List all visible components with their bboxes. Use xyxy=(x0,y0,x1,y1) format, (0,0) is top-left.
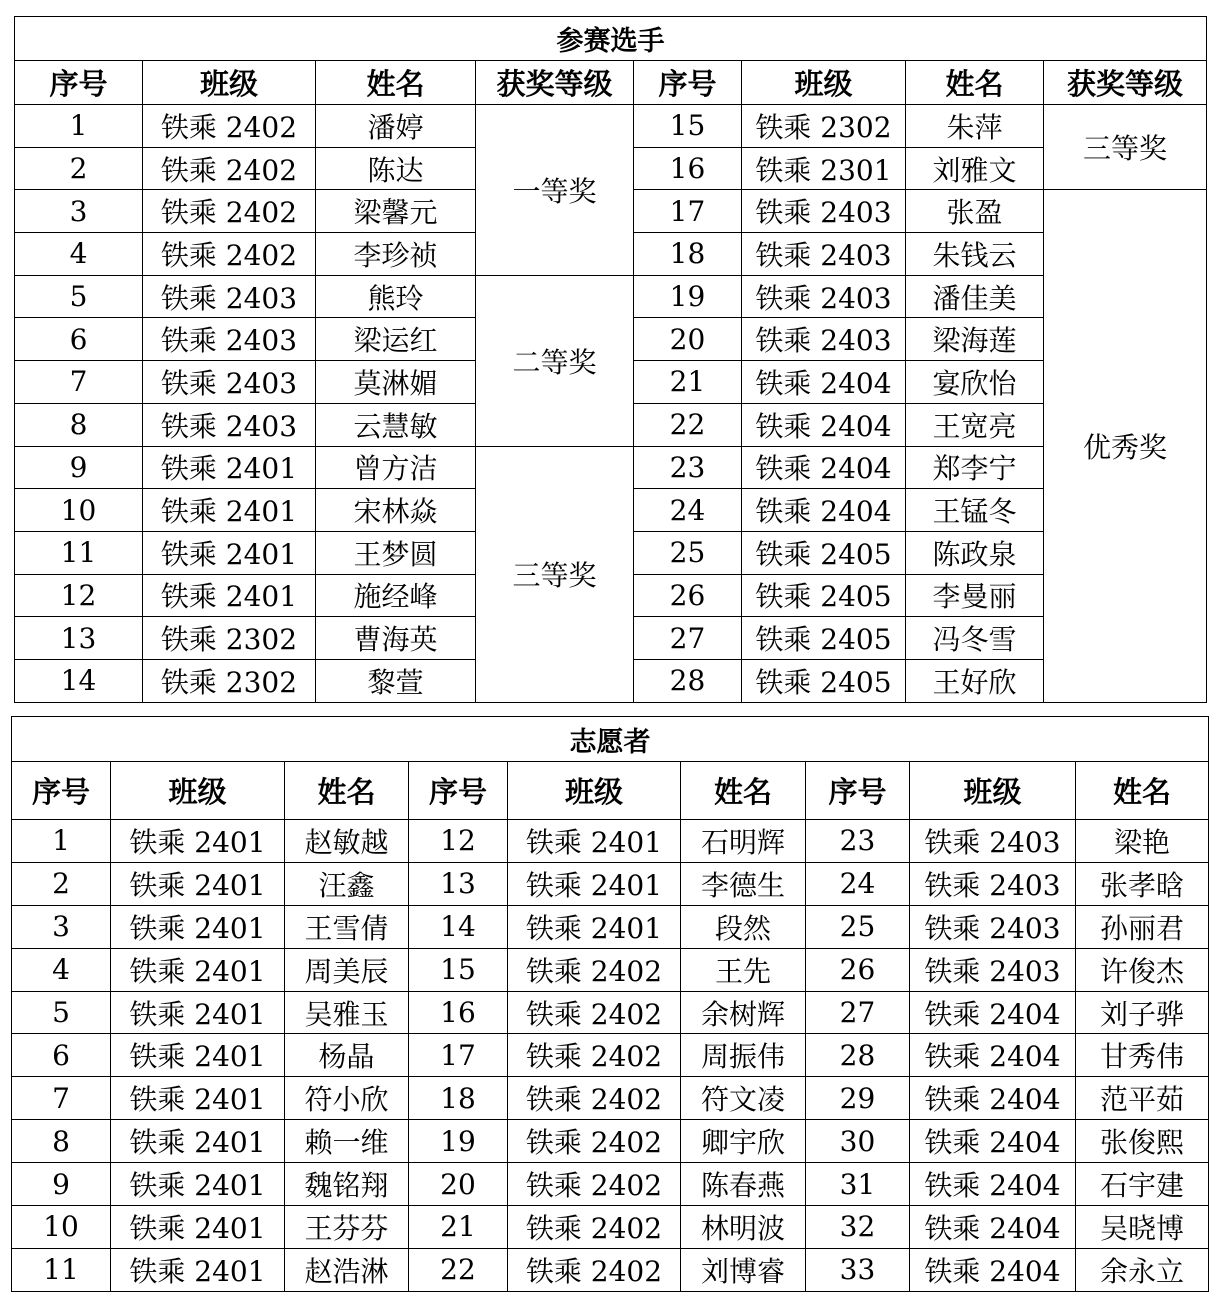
header-name: 姓名 xyxy=(285,762,409,820)
row-class: 铁乘 2401 xyxy=(111,1163,285,1206)
row-class: 铁乘 2401 xyxy=(508,862,681,905)
row-class: 铁乘 2401 xyxy=(111,905,285,948)
row-no: 18 xyxy=(409,1077,508,1120)
row-name: 刘博睿 xyxy=(681,1248,806,1291)
row-no: 29 xyxy=(806,1077,910,1120)
row-no: 33 xyxy=(806,1248,910,1291)
table-row xyxy=(15,446,1207,489)
contestants-header-row xyxy=(15,61,1207,105)
row-class: 铁乘 2404 xyxy=(910,1163,1076,1206)
table-row xyxy=(12,862,1209,905)
row-name: 施经峰 xyxy=(316,574,476,617)
row-name: 梁馨元 xyxy=(316,190,476,233)
award-first: 一等奖 xyxy=(476,105,634,276)
table-row xyxy=(12,1077,1209,1120)
row-class: 铁乘 2402 xyxy=(508,1120,681,1163)
row-name: 张盈 xyxy=(906,190,1044,233)
row-name: 吴晓博 xyxy=(1076,1206,1209,1249)
row-class: 铁乘 2405 xyxy=(742,617,906,660)
row-class: 铁乘 2404 xyxy=(910,1206,1076,1249)
row-class: 铁乘 2402 xyxy=(143,190,316,233)
row-name: 宴欣怡 xyxy=(906,361,1044,404)
row-no: 12 xyxy=(15,574,143,617)
row-class: 铁乘 2402 xyxy=(508,1248,681,1291)
row-no: 27 xyxy=(634,617,742,660)
row-class: 铁乘 2401 xyxy=(143,574,316,617)
row-name: 曾方洁 xyxy=(316,446,476,489)
row-name: 朱钱云 xyxy=(906,233,1044,276)
row-no: 6 xyxy=(15,318,143,361)
row-name: 符小欣 xyxy=(285,1077,409,1120)
row-name: 潘婷 xyxy=(316,105,476,148)
row-class: 铁乘 2401 xyxy=(111,1034,285,1077)
row-name: 郑李宁 xyxy=(906,446,1044,489)
row-class: 铁乘 2401 xyxy=(111,948,285,991)
row-class: 铁乘 2404 xyxy=(742,361,906,404)
row-name: 黎萱 xyxy=(316,659,476,702)
row-class: 铁乘 2401 xyxy=(508,820,681,863)
row-name: 石宇建 xyxy=(1076,1163,1209,1206)
row-name: 汪鑫 xyxy=(285,862,409,905)
row-class: 铁乘 2403 xyxy=(910,948,1076,991)
row-name: 陈春燕 xyxy=(681,1163,806,1206)
row-name: 张俊熙 xyxy=(1076,1120,1209,1163)
row-no: 22 xyxy=(409,1248,508,1291)
row-class: 铁乘 2401 xyxy=(111,1077,285,1120)
row-no: 18 xyxy=(634,233,742,276)
row-class: 铁乘 2301 xyxy=(742,147,906,190)
row-class: 铁乘 2403 xyxy=(143,361,316,404)
header-class: 班级 xyxy=(143,61,316,105)
row-class: 铁乘 2404 xyxy=(910,991,1076,1034)
row-name: 熊玲 xyxy=(316,275,476,318)
row-class: 铁乘 2402 xyxy=(143,233,316,276)
row-no: 26 xyxy=(806,948,910,991)
table-row xyxy=(12,1248,1209,1291)
row-class: 铁乘 2404 xyxy=(742,446,906,489)
row-no: 21 xyxy=(409,1206,508,1249)
row-class: 铁乘 2402 xyxy=(143,105,316,148)
row-class: 铁乘 2403 xyxy=(910,862,1076,905)
table-row xyxy=(15,275,1207,318)
row-class: 铁乘 2402 xyxy=(508,1206,681,1249)
volunteers-header-row xyxy=(12,762,1209,820)
row-name: 梁运红 xyxy=(316,318,476,361)
row-no: 20 xyxy=(409,1163,508,1206)
row-no: 19 xyxy=(634,275,742,318)
row-class: 铁乘 2403 xyxy=(143,275,316,318)
table-row xyxy=(12,1163,1209,1206)
row-class: 铁乘 2302 xyxy=(742,105,906,148)
row-class: 铁乘 2404 xyxy=(742,489,906,532)
row-class: 铁乘 2404 xyxy=(910,1120,1076,1163)
header-name: 姓名 xyxy=(681,762,806,820)
row-name: 陈政泉 xyxy=(906,531,1044,574)
row-class: 铁乘 2404 xyxy=(910,1077,1076,1120)
row-class: 铁乘 2403 xyxy=(910,905,1076,948)
header-class: 班级 xyxy=(742,61,906,105)
table-row xyxy=(12,905,1209,948)
row-no: 6 xyxy=(12,1034,111,1077)
table-row xyxy=(12,991,1209,1034)
row-no: 16 xyxy=(634,147,742,190)
header-no: 序号 xyxy=(409,762,508,820)
row-name: 许俊杰 xyxy=(1076,948,1209,991)
row-name: 周振伟 xyxy=(681,1034,806,1077)
row-name: 潘佳美 xyxy=(906,275,1044,318)
row-name: 范平茹 xyxy=(1076,1077,1209,1120)
row-class: 铁乘 2401 xyxy=(143,531,316,574)
header-name: 姓名 xyxy=(1076,762,1209,820)
row-class: 铁乘 2402 xyxy=(508,948,681,991)
header-name: 姓名 xyxy=(906,61,1044,105)
row-no: 24 xyxy=(806,862,910,905)
row-no: 27 xyxy=(806,991,910,1034)
row-name: 刘雅文 xyxy=(906,147,1044,190)
header-class: 班级 xyxy=(111,762,285,820)
row-no: 30 xyxy=(806,1120,910,1163)
row-name: 李珍祯 xyxy=(316,233,476,276)
row-class: 铁乘 2401 xyxy=(508,905,681,948)
row-name: 梁海莲 xyxy=(906,318,1044,361)
award-third: 三等奖 xyxy=(476,446,634,702)
header-no: 序号 xyxy=(15,61,143,105)
row-no: 19 xyxy=(409,1120,508,1163)
row-name: 石明辉 xyxy=(681,820,806,863)
table-row xyxy=(12,1206,1209,1249)
row-name: 吴雅玉 xyxy=(285,991,409,1034)
row-class: 铁乘 2401 xyxy=(111,1206,285,1249)
row-name: 符文凌 xyxy=(681,1077,806,1120)
row-name: 王芬芬 xyxy=(285,1206,409,1249)
header-no: 序号 xyxy=(806,762,910,820)
row-class: 铁乘 2401 xyxy=(111,1120,285,1163)
row-class: 铁乘 2405 xyxy=(742,574,906,617)
row-no: 20 xyxy=(634,318,742,361)
row-no: 14 xyxy=(15,659,143,702)
row-class: 铁乘 2404 xyxy=(742,403,906,446)
row-no: 24 xyxy=(634,489,742,532)
row-no: 2 xyxy=(15,147,143,190)
row-name: 甘秀伟 xyxy=(1076,1034,1209,1077)
row-name: 杨晶 xyxy=(285,1034,409,1077)
row-no: 25 xyxy=(634,531,742,574)
row-no: 1 xyxy=(12,820,111,863)
row-name: 段然 xyxy=(681,905,806,948)
row-name: 宋林焱 xyxy=(316,489,476,532)
row-name: 余树辉 xyxy=(681,991,806,1034)
row-no: 17 xyxy=(409,1034,508,1077)
row-class: 铁乘 2404 xyxy=(910,1034,1076,1077)
table-row xyxy=(12,1034,1209,1077)
row-no: 10 xyxy=(12,1206,111,1249)
award-second: 二等奖 xyxy=(476,275,634,446)
row-no: 11 xyxy=(12,1248,111,1291)
row-class: 铁乘 2401 xyxy=(111,991,285,1034)
row-class: 铁乘 2404 xyxy=(910,1248,1076,1291)
row-no: 5 xyxy=(15,275,143,318)
row-name: 曹海英 xyxy=(316,617,476,660)
row-no: 13 xyxy=(15,617,143,660)
row-name: 卿宇欣 xyxy=(681,1120,806,1163)
row-class: 铁乘 2401 xyxy=(143,489,316,532)
table-row xyxy=(12,1120,1209,1163)
row-class: 铁乘 2401 xyxy=(111,1248,285,1291)
row-no: 31 xyxy=(806,1163,910,1206)
row-no: 1 xyxy=(15,105,143,148)
row-no: 3 xyxy=(15,190,143,233)
contestants-table xyxy=(14,16,1207,703)
row-no: 4 xyxy=(12,948,111,991)
row-class: 铁乘 2403 xyxy=(910,820,1076,863)
row-no: 16 xyxy=(409,991,508,1034)
row-name: 林明波 xyxy=(681,1206,806,1249)
row-no: 8 xyxy=(15,403,143,446)
header-no: 序号 xyxy=(634,61,742,105)
row-class: 铁乘 2403 xyxy=(742,190,906,233)
row-no: 17 xyxy=(634,190,742,233)
row-class: 铁乘 2402 xyxy=(508,1034,681,1077)
row-name: 王先 xyxy=(681,948,806,991)
row-class: 铁乘 2401 xyxy=(111,820,285,863)
row-name: 余永立 xyxy=(1076,1248,1209,1291)
row-no: 21 xyxy=(634,361,742,404)
row-class: 铁乘 2401 xyxy=(111,862,285,905)
row-name: 莫淋媚 xyxy=(316,361,476,404)
table-row xyxy=(12,948,1209,991)
row-no: 10 xyxy=(15,489,143,532)
header-award: 获奖等级 xyxy=(476,61,634,105)
row-name: 朱萍 xyxy=(906,105,1044,148)
row-name: 刘子骅 xyxy=(1076,991,1209,1034)
row-class: 铁乘 2402 xyxy=(508,1163,681,1206)
row-no: 28 xyxy=(806,1034,910,1077)
row-class: 铁乘 2402 xyxy=(508,1077,681,1120)
row-class: 铁乘 2405 xyxy=(742,531,906,574)
row-class: 铁乘 2302 xyxy=(143,617,316,660)
row-no: 4 xyxy=(15,233,143,276)
row-no: 22 xyxy=(634,403,742,446)
table-row xyxy=(15,105,1207,148)
row-no: 9 xyxy=(12,1163,111,1206)
row-no: 28 xyxy=(634,659,742,702)
row-class: 铁乘 2403 xyxy=(143,318,316,361)
row-class: 铁乘 2401 xyxy=(143,446,316,489)
row-no: 15 xyxy=(409,948,508,991)
row-no: 11 xyxy=(15,531,143,574)
row-name: 冯冬雪 xyxy=(906,617,1044,660)
table-row xyxy=(12,820,1209,863)
row-class: 铁乘 2403 xyxy=(742,275,906,318)
row-name: 赖一维 xyxy=(285,1120,409,1163)
contestants-title: 参赛选手 xyxy=(15,17,1207,61)
award-excellent: 优秀奖 xyxy=(1044,190,1207,702)
row-no: 3 xyxy=(12,905,111,948)
row-no: 7 xyxy=(12,1077,111,1120)
row-no: 25 xyxy=(806,905,910,948)
row-no: 8 xyxy=(12,1120,111,1163)
row-no: 26 xyxy=(634,574,742,617)
row-name: 王雪倩 xyxy=(285,905,409,948)
row-name: 梁艳 xyxy=(1076,820,1209,863)
header-class: 班级 xyxy=(508,762,681,820)
header-class: 班级 xyxy=(910,762,1076,820)
row-no: 32 xyxy=(806,1206,910,1249)
row-name: 魏铭翔 xyxy=(285,1163,409,1206)
row-no: 15 xyxy=(634,105,742,148)
header-award: 获奖等级 xyxy=(1044,61,1207,105)
row-name: 李曼丽 xyxy=(906,574,1044,617)
volunteers-title: 志愿者 xyxy=(12,717,1209,762)
row-class: 铁乘 2403 xyxy=(143,403,316,446)
row-class: 铁乘 2405 xyxy=(742,659,906,702)
row-no: 23 xyxy=(806,820,910,863)
row-class: 铁乘 2403 xyxy=(742,318,906,361)
row-name: 张孝晗 xyxy=(1076,862,1209,905)
row-no: 9 xyxy=(15,446,143,489)
row-name: 赵浩淋 xyxy=(285,1248,409,1291)
row-name: 王锰冬 xyxy=(906,489,1044,532)
row-no: 13 xyxy=(409,862,508,905)
row-class: 铁乘 2402 xyxy=(143,147,316,190)
volunteers-table xyxy=(11,716,1209,1292)
row-class: 铁乘 2403 xyxy=(742,233,906,276)
row-no: 5 xyxy=(12,991,111,1034)
row-name: 孙丽君 xyxy=(1076,905,1209,948)
row-class: 铁乘 2402 xyxy=(508,991,681,1034)
row-name: 王好欣 xyxy=(906,659,1044,702)
row-no: 7 xyxy=(15,361,143,404)
row-no: 12 xyxy=(409,820,508,863)
header-no: 序号 xyxy=(12,762,111,820)
row-class: 铁乘 2302 xyxy=(143,659,316,702)
header-name: 姓名 xyxy=(316,61,476,105)
row-name: 王宽亮 xyxy=(906,403,1044,446)
row-no: 2 xyxy=(12,862,111,905)
row-name: 陈达 xyxy=(316,147,476,190)
row-name: 李德生 xyxy=(681,862,806,905)
row-no: 14 xyxy=(409,905,508,948)
row-name: 王梦圆 xyxy=(316,531,476,574)
award-third: 三等奖 xyxy=(1044,105,1207,190)
row-no: 23 xyxy=(634,446,742,489)
row-name: 云慧敏 xyxy=(316,403,476,446)
row-name: 周美辰 xyxy=(285,948,409,991)
row-name: 赵敏越 xyxy=(285,820,409,863)
